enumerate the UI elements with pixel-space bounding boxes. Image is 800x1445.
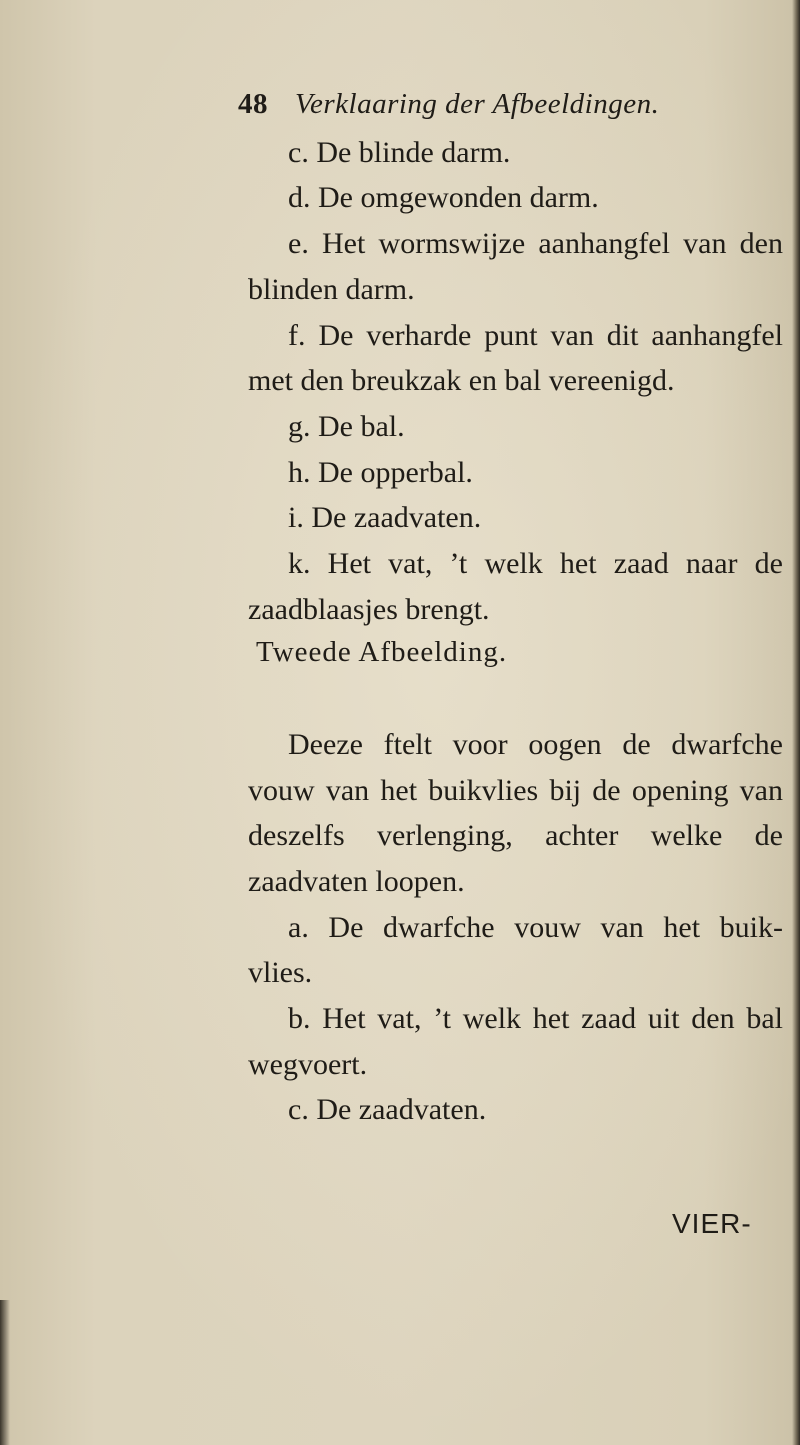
paragraph-line-3: deszelfs verlenging, achter welke de <box>248 819 783 852</box>
legend2-item-b: b. Het vat, ’t welk het zaad uit den bal <box>288 1002 783 1035</box>
legend-item-i: i. De zaadvaten. <box>288 501 482 534</box>
legend-item-k-continued: zaadblaasjes brengt. <box>248 593 490 626</box>
legend-item-d: d. De omgewonden darm. <box>288 181 599 214</box>
catchword: VIER- <box>672 1208 752 1239</box>
legend2-item-a: a. De dwarfche vouw van het buik- <box>288 911 783 944</box>
legend-item-k: k. Het vat, ’t welk het zaad naar de <box>288 547 783 580</box>
running-title: Verklaaring der Afbeeldingen. <box>295 88 660 120</box>
legend-item-f-continued: met den breukzak en bal vereenigd. <box>248 364 675 397</box>
paragraph-line-1: Deeze ftelt voor oogen de dwarfche <box>288 728 783 761</box>
legend2-item-c: c. De zaadvaten. <box>288 1093 487 1126</box>
legend-item-e: e. Het wormswijze aanhangfel van den <box>288 227 783 260</box>
paragraph-line-2: vouw van het buikvlies bij de opening van <box>248 774 783 807</box>
page-number: 48 <box>238 88 268 120</box>
legend-item-g: g. De bal. <box>288 410 405 443</box>
page-corner-shadow <box>0 1300 10 1445</box>
page-edge-shadow <box>792 0 800 1445</box>
legend-item-e-continued: blinden darm. <box>248 273 415 306</box>
legend2-item-a-continued: vlies. <box>248 956 313 989</box>
paragraph-line-4: zaadvaten loopen. <box>248 865 465 898</box>
legend-item-f: f. De verharde punt van dit aanhangfel <box>288 319 783 352</box>
section-heading: Tweede Afbeelding. <box>256 636 508 668</box>
legend-item-h: h. De opperbal. <box>288 456 473 489</box>
legend2-item-b-continued: wegvoert. <box>248 1048 368 1081</box>
legend-item-c: c. De blinde darm. <box>288 136 511 169</box>
